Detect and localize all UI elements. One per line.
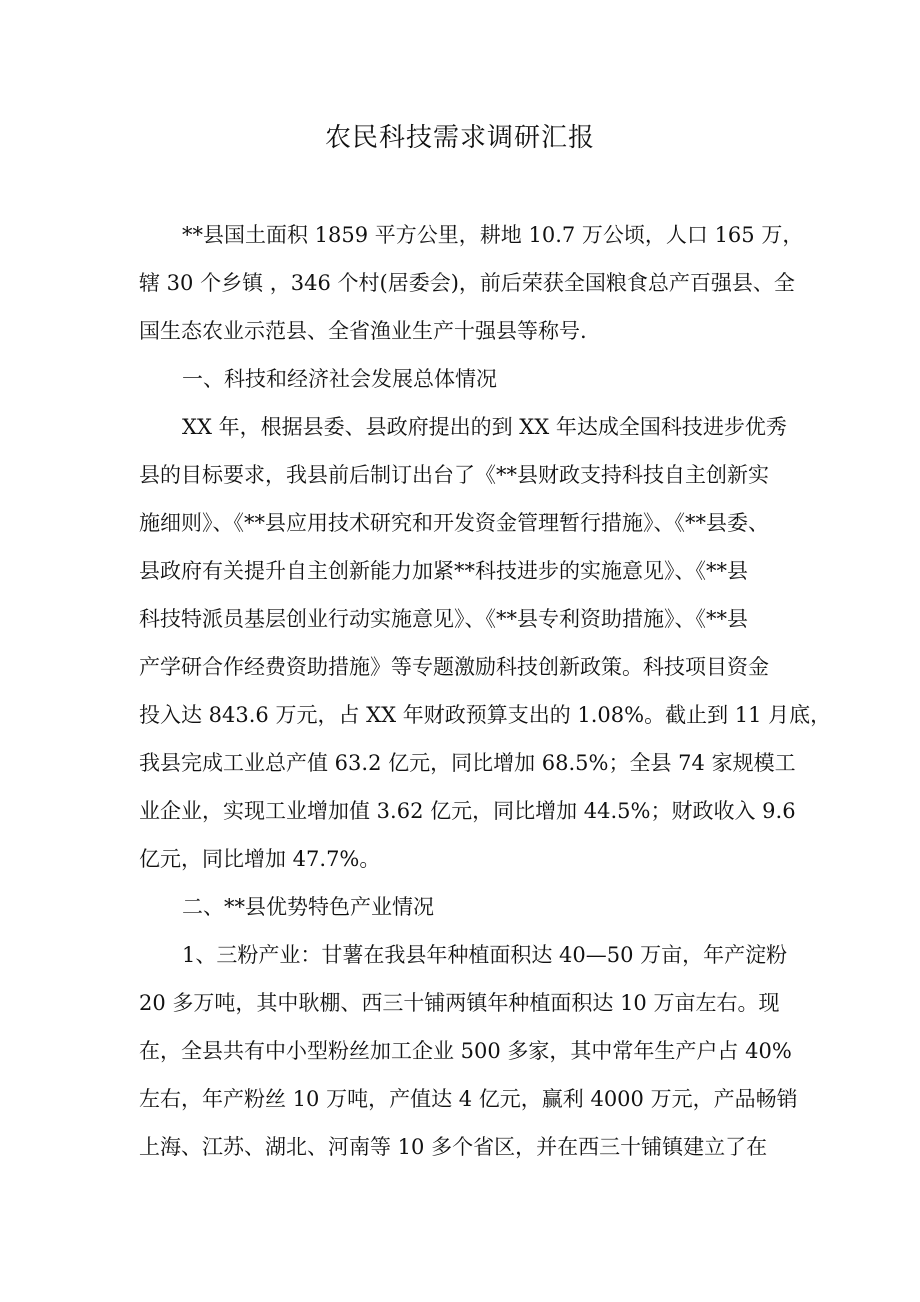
paragraph-line: 上海、江苏、湖北、河南等 10 多个省区，并在西三十铺镇建立了在	[139, 1135, 768, 1159]
paragraph-line: XX 年，根据县委、县政府提出的到 XX 年达成全国科技进步优秀	[182, 415, 787, 439]
document-body	[139, 211, 832, 1171]
paragraph-line: 亿元，同比增加 47.7%。	[139, 847, 381, 871]
document-title: 农民科技需求调研汇报	[324, 123, 595, 153]
paragraph-line: 县的目标要求，我县前后制订出台了《**县财政支持科技自主创新实	[139, 463, 769, 487]
paragraph-line: 国生态农业示范县、全省渔业生产十强县等称号.	[139, 319, 587, 343]
paragraph-line: 科技特派员基层创业行动实施意见》、《**县专利资助措施》、《**县	[139, 607, 748, 631]
paragraph-line: 1、三粉产业：甘薯在我县年种植面积达 40—50 万亩，年产淀粉	[182, 943, 788, 967]
paragraph-line: 投入达 843.6 万元，占 XX 年财政预算支出的 1.08%。截止到 11 月底，	[139, 703, 832, 727]
paragraph-line: 县政府有关提升自主创新能力加紧**科技进步的实施意见》、《**县	[139, 559, 748, 583]
section-heading: 二、**县优势特色产业情况	[182, 895, 434, 919]
paragraph-line: **县国土面积 1859 平方公里，耕地 10.7 万公顷，人口 165 万，	[182, 223, 804, 247]
paragraph-line: 在，全县共有中小型粉丝加工企业 500 多家，其中常年生产户占 40%	[139, 1039, 792, 1063]
paragraph-line: 辖 30 个乡镇 ，346 个村(居委会)，前后荣获全国粮食总产百强县、全	[139, 271, 795, 295]
paragraph-line: 产学研合作经费资助措施》等专题激励科技创新政策。科技项目资金	[139, 655, 769, 679]
paragraph-line: 20 多万吨，其中耿棚、西三十铺两镇年种植面积达 10 万亩左右。现	[139, 991, 780, 1015]
paragraph-line: 业企业，实现工业增加值 3.62 亿元，同比增加 44.5%；财政收入 9.6	[139, 799, 796, 823]
paragraph-line: 施细则》、《**县应用技术研究和开发资金管理暂行措施》、《**县委、	[139, 511, 769, 535]
paragraph-line: 我县完成工业总产值 63.2 亿元，同比增加 68.5%；全县 74 家规模工	[139, 751, 796, 775]
paragraph-line: 左右，年产粉丝 10 万吨，产值达 4 亿元，赢利 4000 万元，产品畅销	[139, 1087, 798, 1111]
section-heading: 一、科技和经济社会发展总体情况	[182, 367, 497, 391]
